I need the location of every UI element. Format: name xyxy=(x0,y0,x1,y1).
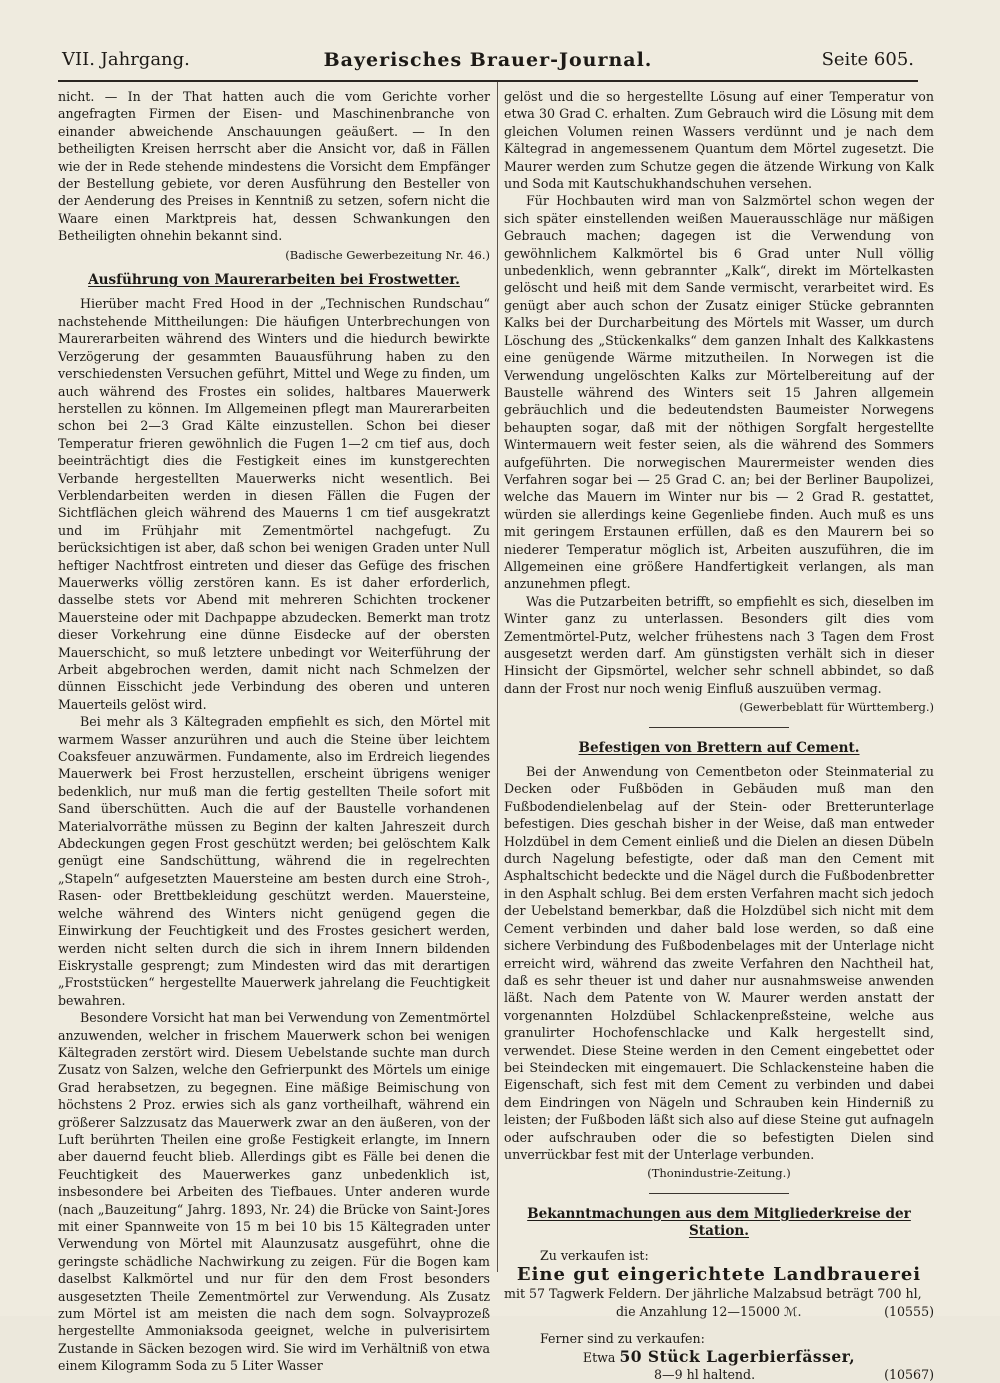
article-paragraph: gelöst und die so hergestellte Lösung auf einer Temperatur von etwa 30 Grad C. erhalten. Zum Gebrauch wird die Lösung mit dem gleichen Volumen reinen Wassers verdünnt und je nach dem Kältegrad in angemessenem Quantum dem Mörtel zugesetzt. Die Maurer werden zum Schutze gegen die ätzende Wirkung von Kalk und Soda mit Kautschukhandschuhen versehen. xyxy=(504,89,934,192)
ad-title: Eine gut eingerichtete Landbrauerei xyxy=(516,1264,922,1285)
article-heading: Ausführung von Maurerarbeiten bei Frostwetter. xyxy=(88,272,460,289)
right-column xyxy=(504,88,934,1383)
ad-intro: Ferner sind zu verkaufen: xyxy=(540,1331,705,1347)
column-divider xyxy=(497,82,498,1272)
ad-row xyxy=(504,1303,934,1320)
ad-text: mit 57 Tagwerk Feldern. Der jährliche Malzabsud beträgt 700 hl, xyxy=(504,1286,922,1302)
ad-row xyxy=(504,1366,934,1383)
journal-title: Bayerisches Brauer-Journal. xyxy=(323,49,653,71)
ad-title: 50 Stück Lagerbierfässer, xyxy=(619,1346,856,1366)
article-paragraph: Besondere Vorsicht hat man bei Verwendung von Zementmörtel anzuwenden, welcher in frischem Mauerwerk schon bei wenigen Kältegraden zerstört wird. Diesem Uebelstande suchte man durch Zusatz von Salzen, welche den Gefrierpunkt des Mörtels um einige Grad herabsetzen, zu begegnen. Eine mäßige Beimischung von höchstens 2 Proz. erwies sich als ganz vortheilhaft, während ein größerer Salzzusatz das Mauerwerk zwar an den äußeren, von der Luft berührten Theilen eine große Festigkeit erlangte, im Innern aber dauernd feucht blieb. Allerdings gibt es Fälle bei denen die Feuchtigkeit des Mauerwerkes ganz unbedenklich ist, insbesondere bei Arbeiten des Tiefbaues. Unter anderen wurde (nach „Bauzeitung“ Jahrg. 1893, Nr. 24) die Brücke von Saint-Jores mit einer Spannweite von 15 m bei 10 bis 15 Kältegraden unter Verwendung von Mörtel mit Alaunzusatz ausgeführt, ohne die geringste schädliche Nachwirkung zu zeigen. Für die Bogen kam daselbst Kalkmörtel und nur für den dem Frost besonders ausgesetzten Theile Zementmörtel zur Verwendung. Als Zusatz zum Mörtel ist am meisten die nach dem sogn. Solvayprozeß hergestellte Ammoniaksoda geeignet, welche in pulverisirtem Zustande in Säcken bezogen wird. Sie wird im Verhältniß von etwa einem Kilogramm Soda zu 5 Liter Wasser xyxy=(58,1010,490,1374)
article-continuation: nicht. — In der That hatten auch die vom Gerichte vorher angefragten Firmen der Eisen- und Maschinenbranche von einander abweichende Anschauungen geäußert. — In den betheiligten Kreisen herrscht aber die Ansicht vor, daß in Fällen wie der in Rede stehende mindestens die Vorsicht dem Empfänger der Bestellung gebiete, vor deren Ausführung den Besteller von der Aenderung des Preises in Kenntniß zu setzen, sofern nicht die Waare einen Marktpreis hat, dessen Schwankungen den Betheiligten ohnehin bekannt sind. xyxy=(58,89,490,244)
ad-text: Etwa xyxy=(582,1349,616,1365)
ad-reference: (10567) xyxy=(884,1367,934,1383)
page-number: Seite 605. xyxy=(821,49,914,70)
left-column xyxy=(58,88,490,1375)
article-paragraph: Was die Putzarbeiten betrifft, so empfiehlt es sich, dieselben im Winter ganz zu unterlassen. Besonders gilt dies vom Zementmörtel-Putz, welcher frühestens nach 3 Tagen dem Frost ausgesetzt werden darf. Am günstigsten verhält sich in dieser Hinsicht der Gipsmörtel, welcher sehr schnell abbindet, so daß dann der Frost nur noch wenig Einfluß auszuüben vermag. xyxy=(504,593,934,696)
ad-reference: (10555) xyxy=(884,1303,934,1319)
article-paragraph: Bei der Anwendung von Cementbeton oder Steinmaterial zu Decken oder Fußböden in Gebäuden muß man den Fußbodendielenbelag auf der Stein- oder Bretterunterlage befestigen. Dies geschah bisher in der Weise, daß man entweder Holzdübel in dem Cement einließ und die Dielen an diesen Dübeln durch Nagelung befestigte, oder daß man den Cement mit Asphaltschicht bedeckte und die Nägel durch die Fußbodenbretter in den Asphalt schlug. Bei dem ersten Verfahren macht sich jedoch der Uebelstand bemerkbar, daß die Holzdübel sich nicht mit dem Cement verbinden und daher bald lose werden, so daß eine sichere Verbindung des Fußbodenbelages mit der Unterlage nicht erreicht wird, während das zweite Verfahren den Nachtheil hat, daß es sehr theuer ist und daher nur ausnahmsweise anwenden läßt. Nach dem Patente von W. Maurer werden anstatt der vorgenannten Holzdübel Schlackenpreßsteine, welche aus granulirter Hochofenschlacke und Kalk hergestellt sind, verwendet. Diese Steine werden in den Cement eingebettet oder bei Steindecken mit eingemauert. Die Schlackensteine haben die Eigenschaft, sich fest mit dem Cement zu verbinden und dabei dem Eindringen von Nägeln und Schrauben kein Hinderniß zu leisten; der Fußboden läßt sich also auf diese Steine gut aufnageln oder aufschrauben oder die so befestigten Dielen sind unverrückbar fest mit der Unterlage verbunden. xyxy=(504,764,934,1162)
section-divider xyxy=(649,1193,789,1194)
advertisement-barrels xyxy=(504,1330,934,1383)
ad-text: die Anzahlung 12—15000 ℳ. xyxy=(616,1303,802,1319)
ad-intro: Zu verkaufen ist: xyxy=(540,1247,649,1263)
source-citation: (Badische Gewerbezeitung Nr. 46.) xyxy=(285,247,490,262)
article-paragraph: Für Hochbauten wird man von Salzmörtel schon wegen der sich später einstellenden weißen Mauerausschläge nur mäßigen Gebrauch machen; dagegen ist die Verwendung von gewöhnlichem Kalkmörtel bis 6 Grad unter Null völlig unbedenklich, wenn gebrannter „Kalk“, direkt im Mörtelkasten gelöscht und heiß mit dem Sande vermischt, verarbeitet wird. Es genügt aber auch schon der Zusatz einiger Stücke gebrannten Kalks bei der Durcharbeitung des Mörtels mit Wasser, um durch Löschung des „Stückenkalks“ dem ganzen Inhalt des Kalkkastens eine genügende Wärme mitzutheilen. In Norwegen ist die Verwendung ungelöschten Kalks zur Mörtelbereitung auf der Baustelle während des Winters seit 15 Jahren allgemein gebräuchlich und die bedeutendsten Baumeister Norwegens behaupten sogar, daß mit der nöthigen Sorgfalt hergestellte Wintermauern weit fester seien, als die während des Sommers aufgeführten. Die norwegischen Maurermeister wenden dies Verfahren sogar bei — 25 Grad C. an; bei der Berliner Baupolizei, welche das Mauern im Winter nur bis — 2 Grad R. gestattet, würden sie allerdings keine Gegenliebe finden. Auch muß es uns mit geringem Erstaunen erfüllen, daß es den Maurern bei so niederer Temperatur möglich ist, Arbeiten auszuführen, die im Allgemeinen eine größere Handfertigkeit verlangen, als man anzunehmen pflegt. xyxy=(504,193,934,592)
article-heading: Befestigen von Brettern auf Cement. xyxy=(578,739,860,756)
ad-text: 8—9 hl haltend. xyxy=(654,1367,756,1383)
header-rule xyxy=(58,80,918,82)
page-header xyxy=(62,42,914,78)
ad-title-row xyxy=(504,1348,934,1366)
source-citation: (Gewerbeblatt für Württemberg.) xyxy=(739,700,934,715)
article-paragraph: Bei mehr als 3 Kältegraden empfiehlt es sich, den Mörtel mit warmem Wasser anzurühren und auch die Steine über leichtem Coaksfeuer anzuwärmen. Fundamente, also im Erdreich liegendes Mauerwerk bei Frost herzustellen, erscheint übrigens weniger bedenklich, nur muß man die fertig gestellten Theile sofort mit Sand überschütten. Auch die auf der Baustelle vorhandenen Materialvorräthe müssen zu Beginn der kalten Jahreszeit durch Abdeckungen gegen Frost geschützt werden; bei gelöschtem Kalk genügt eine Sandschüttung, während die in regelrechten „Stapeln“ aufgesetzten Mauersteine am besten durch eine Stroh-, Rasen- oder Brettbekleidung geschützt werden. Mauersteine, welche während des Winters nicht genügend gegen die Einwirkung der Feuchtigkeit und des Frostes gesichert werden, werden nicht selten durch die sich in ihrem Innern bildenden Eiskrystalle gesprengt; zum Mindesten wird das mit derartigen „Froststücken“ hergestellte Mauerwerk jahrelang die Feuchtigkeit bewahren. xyxy=(58,714,490,1008)
advertisement-brewery xyxy=(504,1247,934,1321)
volume-label: VII. Jahrgang. xyxy=(62,49,190,70)
article-paragraph: Hierüber macht Fred Hood in der „Technischen Rundschau“ nachstehende Mittheilungen: Die häufigen Unterbrechungen von Maurerarbeiten während des Winters und die hiedurch bewirkte Verzögerung der gesammten Bauausführung haben zu den verschiedensten Versuchen geführt, Mittel und Wege zu finden, um auch während des Frostes ein solides, haltbares Mauerwerk herstellen zu können. Im Allgemeinen pflegt man Maurerarbeiten schon bei 2—3 Grad Kälte einzustellen. Schon bei dieser Temperatur frieren gewöhnlich die Fugen 1—2 cm tief aus, doch beeinträchtigt dies die Festigkeit eines im kunstgerechten Verbande hergestellten Mauerwerks nicht wesentlich. Bei Verblendarbeiten werden in diesen Fällen die Fugen der Sichtflächen gleich während des Mauerns 1 cm tief ausgekratzt und im Frühjahr mit Zementmörtel nachgefugt. Zu berücksichtigen ist aber, daß schon bei wenigen Graden unter Null heftiger Nachtfrost eintreten und dieser das Gefüge des frischen Mauerwerks völlig zerstören kann. Es ist daher erforderlich, dasselbe stets vor Abend mit mehreren Schichten trockener Mauersteine oder mit Dachpappe abzudecken. Bemerkt man trotz dieser Vorkehrung eine dünne Eisdecke auf der obersten Mauerschicht, so muß letztere unbedingt vor Weiterführung der Arbeit abgebrochen werden, damit nicht nach Schmelzen der dünnen Eisschicht jede Verbindung des oberen und unteren Mauerteils gelöst wird. xyxy=(58,296,490,712)
section-divider xyxy=(649,727,789,728)
announcements-heading: Bekanntmachungen aus dem Mitgliederkreise der Station. xyxy=(527,1205,911,1240)
source-citation: (Thonindustrie-Zeitung.) xyxy=(647,1166,791,1181)
